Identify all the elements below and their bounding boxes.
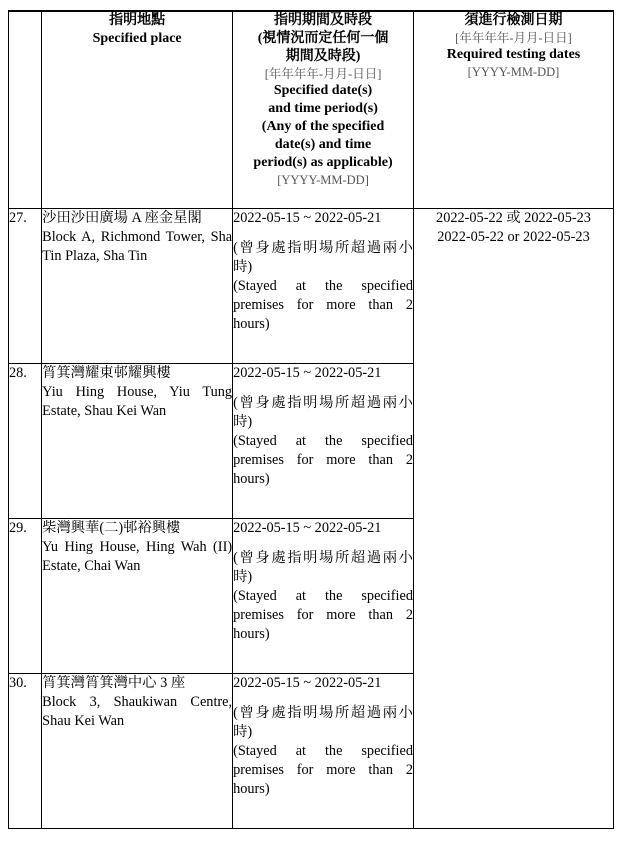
period-dates: 2022-05-15 ~ 2022-05-21	[233, 520, 382, 536]
place-name-zh: 沙田沙田廣場 A 座金星閣	[42, 210, 202, 226]
header-testing-format-en: [YYYY-MM-DD]	[467, 65, 560, 79]
place-cell	[42, 364, 233, 519]
header-testing-zh: 須進行檢測日期	[464, 13, 563, 28]
header-number-cell	[9, 11, 42, 209]
place-name-en: Yiu Hing House, Yiu Tung Estate, Shau Kei Wan	[42, 384, 233, 419]
specified-places-table	[8, 10, 614, 829]
header-place-zh: 指明地點	[109, 13, 166, 28]
header-period-en-5: period(s) as applicable)	[253, 155, 393, 170]
period-dates: 2022-05-15 ~ 2022-05-21	[233, 210, 382, 226]
place-name-zh: 柴灣興華(二)邨裕興樓	[42, 520, 181, 536]
stay-note-zh: (曾身處指明場所超過兩小時)	[233, 550, 413, 585]
testing-dates-zh: 2022-05-22 或 2022-05-23	[436, 210, 591, 226]
row-number: 29.	[9, 519, 42, 674]
stay-note-en: (Stayed at the specified premises for more than 2 hours)	[233, 588, 413, 642]
period-cell	[233, 519, 414, 674]
row-number: 30.	[9, 674, 42, 829]
stay-note-en: (Stayed at the specified premises for more than 2 hours)	[233, 743, 413, 797]
place-name-en: Yu Hing House, Hing Wah (II) Estate, Chai Wan	[42, 539, 233, 574]
stay-note-en: (Stayed at the specified premises for more than 2 hours)	[233, 278, 413, 332]
place-cell	[42, 674, 233, 829]
period-dates: 2022-05-15 ~ 2022-05-21	[233, 675, 382, 691]
stay-note-zh: (曾身處指明場所超過兩小時)	[233, 395, 413, 430]
header-period-zh-2: (視情況而定任何一個	[257, 31, 389, 46]
place-name-zh: 筲箕灣筲箕灣中心 3 座	[42, 675, 186, 691]
stay-note-zh: (曾身處指明場所超過兩小時)	[233, 705, 413, 740]
period-cell	[233, 364, 414, 519]
table-header-row	[9, 11, 614, 209]
stay-note-zh: (曾身處指明場所超過兩小時)	[233, 240, 413, 275]
header-testing-cell	[413, 11, 613, 209]
table-row	[9, 209, 614, 364]
place-name-en: Block A, Richmond Tower, Sha Tin Plaza, Sha Tin	[42, 229, 233, 264]
place-name-zh: 筲箕灣耀東邨耀興樓	[42, 365, 171, 381]
header-period-en-4: date(s) and time	[274, 137, 372, 152]
testing-dates-en: 2022-05-22 or 2022-05-23	[437, 229, 590, 245]
row-number: 27.	[9, 209, 42, 364]
header-place-en: Specified place	[92, 31, 182, 46]
header-period-en-2: and time period(s)	[268, 101, 378, 116]
period-cell	[233, 209, 414, 364]
header-period-cell	[233, 11, 414, 209]
place-name-en: Block 3, Shaukiwan Centre, Shau Kei Wan	[42, 694, 233, 729]
header-period-zh-3: 期間及時段)	[285, 49, 361, 64]
place-cell	[42, 209, 233, 364]
header-period-format-zh: [年年年年-月月-日日]	[264, 67, 382, 81]
row-number: 28.	[9, 364, 42, 519]
header-period-en-1: Specified date(s)	[273, 83, 373, 98]
header-place-cell	[42, 11, 233, 209]
header-period-format-en: [YYYY-MM-DD]	[277, 173, 369, 187]
stay-note-en: (Stayed at the specified premises for more than 2 hours)	[233, 433, 413, 487]
period-cell	[233, 674, 414, 829]
header-testing-en: Required testing dates	[446, 47, 581, 62]
testing-dates-cell	[413, 209, 613, 829]
header-testing-format-zh: [年年年年-月月-日日]	[455, 31, 572, 45]
header-period-zh-1: 指明期間及時段	[274, 13, 373, 28]
header-period-en-3: (Any of the specified	[261, 119, 385, 134]
place-cell	[42, 519, 233, 674]
period-dates: 2022-05-15 ~ 2022-05-21	[233, 365, 382, 381]
